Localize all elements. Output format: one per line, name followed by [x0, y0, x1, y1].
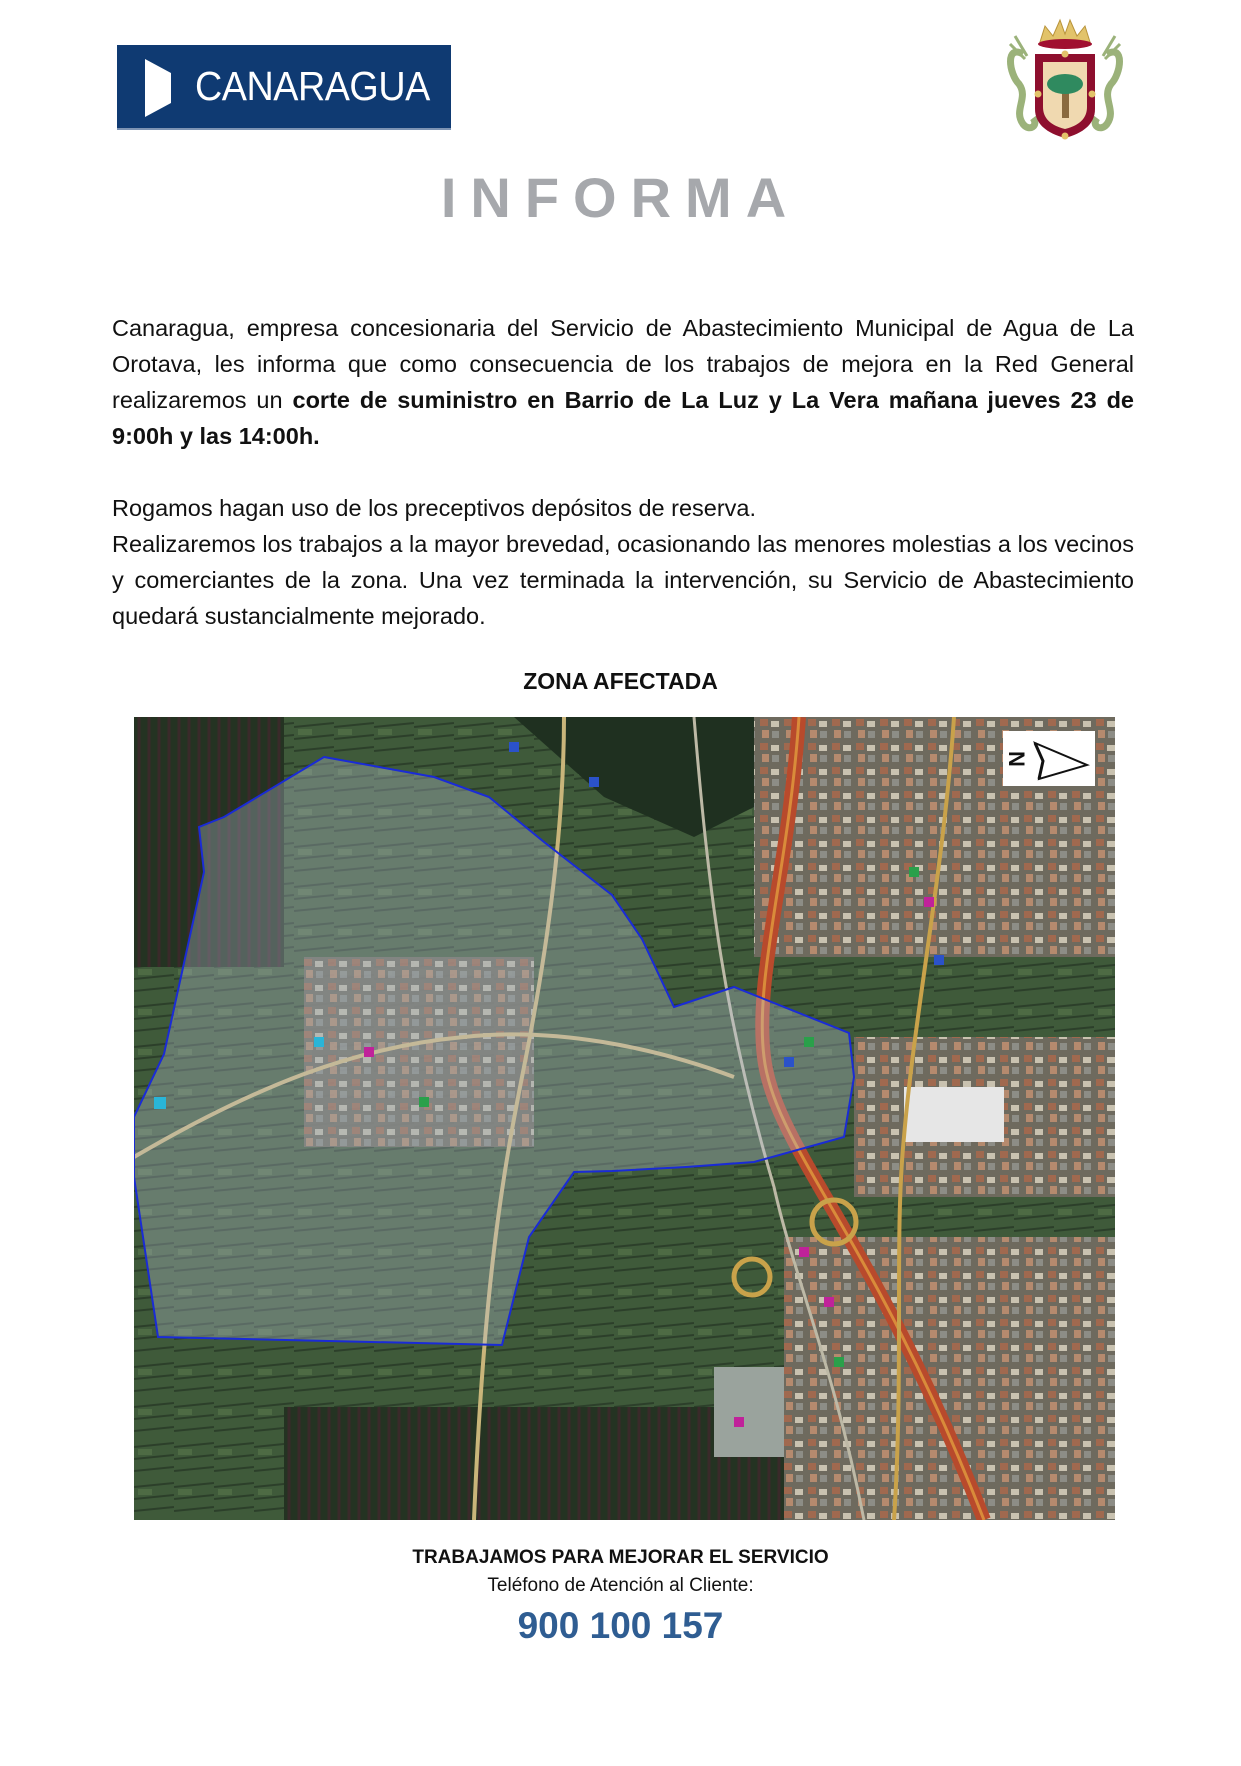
footer-tagline: TRABAJAMOS PARA MEJORAR EL SERVICIO	[412, 1547, 829, 1568]
shopping-building	[714, 1367, 784, 1457]
notice-highlight: corte de suministro en Barrio de La Luz y La Vera mañana jueves 23 de 9:00h y las 14:00h.	[112, 387, 1134, 449]
north-label: N	[1004, 751, 1029, 767]
notice-paragraph	[112, 310, 1134, 454]
logo-text: CANARAGUA	[195, 63, 430, 109]
affected-zone-heading: ZONA AFECTADA	[523, 668, 718, 694]
affected-zone-map	[134, 717, 1115, 1520]
satellite-map	[134, 717, 1115, 1520]
phone-number[interactable]: 900 100 157	[517, 1605, 724, 1646]
canaragua-logo	[117, 45, 451, 128]
notice-paragraph-2	[112, 490, 1134, 634]
industrial-area	[784, 1237, 1115, 1520]
warehouse	[904, 1087, 1004, 1142]
works-note: Realizaremos los trabajos a la mayor brevedad, ocasionando las menores molestias a los vecinos y comerciantes de la zona. Una vez terminada la intervención, su Servicio de Abastecimiento quedará sustancialmente mejorado.	[112, 531, 1134, 629]
phone-label: Teléfono de Atención al Cliente:	[487, 1575, 754, 1596]
north-arrow-icon	[1003, 731, 1095, 786]
reserve-tanks-note: Rogamos hagan uso de los preceptivos depósitos de reserva.	[112, 495, 757, 521]
logo-arrow-icon	[145, 59, 171, 117]
coat-of-arms-icon	[995, 14, 1135, 144]
page-title: INFORMA	[440, 166, 801, 229]
notice-text: Canaragua, empresa concesionaria del Servicio de Abastecimiento Municipal de Agua de La Orotava, les informa que como consecuencia de los trabajos de mejora en la Red General realizaremos un	[112, 315, 1134, 413]
north-arrow	[1003, 731, 1095, 786]
